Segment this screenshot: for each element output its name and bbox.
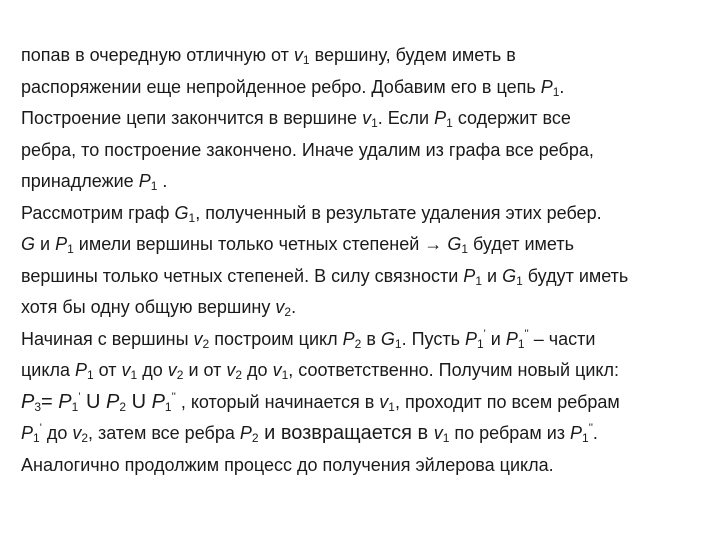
math-prime: ' [39, 422, 42, 434]
text-line [21, 261, 711, 293]
text-line [21, 198, 711, 230]
math-subscript: 1 [476, 336, 484, 351]
math-variable: G [21, 234, 36, 254]
math-variable: P [138, 171, 151, 191]
math-subscript: 1 [86, 368, 94, 382]
text-line [21, 418, 711, 450]
math-subscript: 1 [150, 179, 158, 193]
math-subscript: 1 [302, 53, 310, 67]
math-variable: G [174, 202, 189, 223]
math-subscript: 1 [67, 242, 74, 256]
math-variable: v [121, 360, 131, 380]
math-subscript: 1 [33, 431, 40, 445]
math-subscript: 1 [371, 116, 378, 130]
text-line [21, 387, 711, 419]
text-run: Аналогично продолжим процесс до получения эйлерова цикла. [21, 454, 554, 475]
math-subscript: 2 [251, 431, 259, 445]
math-prime: ' [483, 327, 486, 340]
math-subscript: 1 [475, 273, 482, 288]
text-run: до [242, 360, 273, 380]
math-variable: P [21, 423, 34, 443]
math-subscript: 2 [119, 399, 127, 414]
text-run: U [126, 390, 152, 413]
text-run: построим цикл [209, 328, 343, 349]
math-subscript: 1 [446, 116, 453, 130]
text-run: имели вершины только четных степеней → [73, 234, 448, 254]
text-run: ребра, то построение закончено. Иначе удалим из графа все ребра, [21, 139, 594, 160]
math-prime: '' [588, 422, 593, 434]
text-run: в [361, 328, 381, 349]
text-run: . [157, 171, 168, 191]
math-subscript: 1 [130, 368, 138, 382]
proof-text-block [21, 40, 711, 481]
text-line [21, 72, 711, 104]
text-run: . Пусть [401, 328, 465, 349]
text-line [21, 135, 711, 167]
text-run: будут иметь [522, 265, 629, 286]
text-line [21, 292, 711, 324]
math-variable: v [275, 297, 285, 317]
math-subscript: 2 [81, 431, 89, 445]
math-variable: P [463, 265, 476, 286]
text-run: , соответственно. Получим новый цикл: [288, 360, 619, 380]
math-variable: P [505, 328, 518, 349]
text-line [21, 166, 711, 198]
math-variable: v [433, 423, 443, 443]
text-run: , который начинается в [175, 391, 380, 412]
math-variable: v [362, 108, 372, 128]
text-run: будет иметь [468, 234, 574, 254]
math-subscript: 3 [34, 399, 42, 414]
text-run: по ребрам из [449, 423, 571, 443]
text-run: , полученный в результате удаления этих ребер. [195, 202, 602, 223]
text-run: попав в очередную отличную от [21, 45, 294, 65]
math-variable: P [21, 390, 35, 413]
math-variable: P [434, 108, 447, 128]
text-run: , затем все ребра [88, 423, 240, 443]
math-subscript: 1 [516, 273, 523, 288]
text-run: и от [183, 360, 227, 380]
text-run: и [35, 234, 56, 254]
math-variable: v [272, 360, 282, 380]
math-prime: ' [78, 390, 81, 403]
text-run: и [482, 265, 503, 286]
text-run: распоряжении еще непройденное ребро. Добавим его в цепь [21, 76, 541, 97]
math-subscript: 1 [552, 84, 560, 99]
text-run: вершину, будем иметь в [309, 45, 516, 65]
math-variable: v [293, 45, 303, 65]
math-variable: P [239, 423, 252, 443]
text-run: вершины только четных степеней. В силу связности [21, 265, 464, 286]
text-run: . [592, 423, 598, 443]
text-run: содержит все [452, 108, 571, 128]
text-line [21, 229, 711, 261]
text-run: . Если [377, 108, 435, 128]
text-run: и возвращается в [258, 422, 434, 444]
math-variable: v [193, 328, 203, 349]
text-run: . [559, 76, 565, 97]
text-run: до [41, 423, 73, 443]
text-run: U [80, 390, 106, 413]
math-subscript: 2 [202, 336, 210, 351]
text-run: Рассмотрим граф [21, 202, 175, 223]
math-subscript: 1 [188, 210, 196, 225]
math-subscript: 1 [281, 368, 289, 382]
math-variable: v [379, 391, 389, 412]
math-variable: v [167, 360, 177, 380]
math-prime: '' [524, 327, 529, 340]
math-variable: P [151, 390, 165, 413]
text-line [21, 450, 711, 482]
text-run: от [93, 360, 122, 380]
text-run: и [485, 328, 506, 349]
math-subscript: 1 [394, 336, 402, 351]
text-run: , проходит по всем ребрам [394, 391, 620, 412]
math-subscript: 1 [461, 242, 469, 256]
math-variable: G [380, 328, 395, 349]
math-subscript: 1 [442, 431, 450, 445]
math-variable: P [464, 328, 477, 349]
text-run: цикла [21, 360, 75, 380]
math-variable: P [55, 234, 68, 254]
text-run: Начиная с вершины [21, 328, 194, 349]
math-variable: P [58, 390, 72, 413]
math-subscript: 1 [582, 431, 589, 445]
math-variable: G [502, 265, 517, 286]
math-subscript: 2 [235, 368, 243, 382]
math-subscript: 1 [71, 399, 79, 414]
math-variable: G [447, 234, 462, 254]
text-run: Построение цепи закончится в вершине [21, 108, 363, 128]
math-variable: P [342, 328, 355, 349]
text-line [21, 355, 711, 387]
math-variable: P [570, 423, 583, 443]
math-subscript: 1 [517, 336, 525, 351]
math-variable: P [74, 360, 87, 380]
text-line [21, 324, 711, 356]
math-prime: '' [171, 390, 176, 403]
math-subscript: 2 [176, 368, 184, 382]
math-subscript: 1 [388, 399, 395, 414]
math-variable: v [226, 360, 236, 380]
text-run: до [137, 360, 168, 380]
text-run: принадлежие [21, 171, 139, 191]
text-run: . [291, 297, 297, 317]
math-variable: P [540, 76, 553, 97]
math-subscript: 2 [284, 305, 292, 319]
math-subscript: 2 [354, 336, 362, 351]
text-run: – части [528, 328, 596, 349]
math-subscript: 1 [164, 399, 172, 414]
text-line [21, 103, 711, 135]
text-run: хотя бы одну общую вершину [21, 297, 276, 317]
text-line [21, 40, 711, 72]
math-variable: P [105, 390, 120, 413]
text-run: = [41, 390, 59, 413]
math-variable: v [72, 423, 82, 443]
